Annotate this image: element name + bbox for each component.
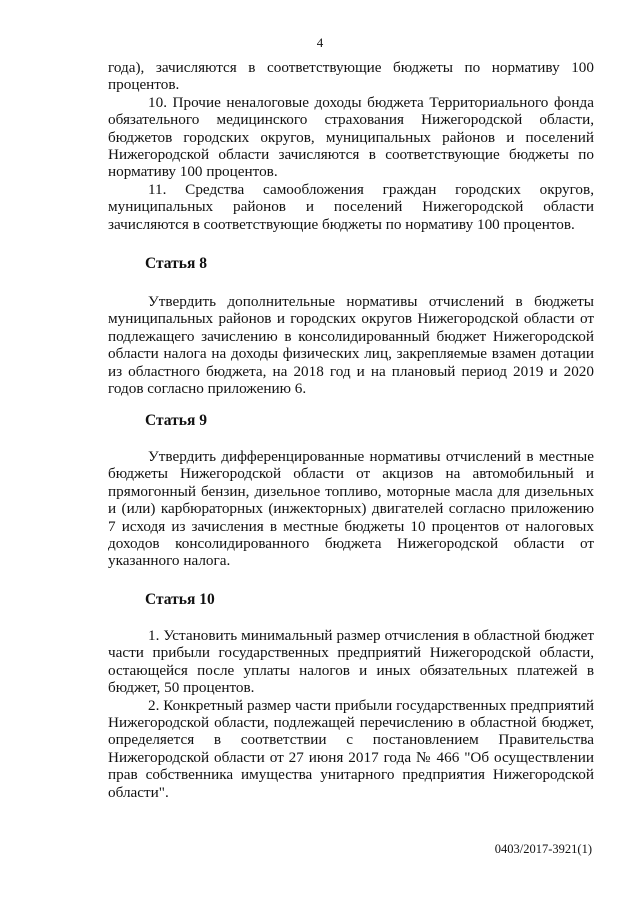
article-7-continuation bbox=[108, 59, 594, 233]
article-9-text: Утвердить дифференцированные нормативы отчислений в местные бюджеты Нижегородской области от акцизов на автомобильный и прямогонный бензин, дизельное топливо, моторные масла для дизельных и (или) карбюраторных (инжекторных) двигателей согласно приложению 7 исходя из зачисления в местные бюджеты 10 процентов от налоговых доходов консолидированного бюджета Нижегородской области от указанного налога. bbox=[108, 448, 594, 570]
document-code: 0403/2017-3921(1) bbox=[494, 842, 592, 856]
article-8-text: Утвердить дополнительные нормативы отчислений в бюджеты муниципальных районов и городских округов Нижегородской области от подлежащего зачислению в консолидированный бюджет Нижегородской области налога на доходы физических лиц, закрепляемые взамен дотации из областного бюджета, на 2018 год и на плановый период 2019 и 2020 годов согласно приложению 6. bbox=[108, 293, 594, 398]
article-9-heading: Статья 9 bbox=[145, 412, 207, 429]
article-10-heading: Статья 10 bbox=[145, 591, 215, 608]
article-8-heading: Статья 8 bbox=[145, 255, 207, 272]
article-8-body bbox=[108, 293, 594, 397]
page-number: 4 bbox=[316, 35, 324, 50]
article-10-body bbox=[108, 627, 594, 801]
article-10-item-2: 2. Конкретный размер части прибыли государственных предприятий Нижегородской области, подлежащей перечислению в областной бюджет, определяется в соответствии с постановлением Правительства Нижегородской области от 27 июня 2017 года № 466 "Об осуществлении прав собственника имущества унитарного предприятия Нижегородской области". bbox=[108, 696, 594, 801]
article-9-body bbox=[108, 448, 594, 570]
article-10-item-1: 1. Установить минимальный размер отчисления в областной бюджет части прибыли государственных предприятий Нижегородской области, остающейся после уплаты налогов и иных обязательных платежей в бюджет, 50 процентов. bbox=[108, 627, 594, 697]
paragraph-11: 11. Средства самообложения граждан городских округов, муниципальных районов и поселений Нижегородской области зачисляются в соответствующие бюджеты по нормативу 100 процентов. bbox=[108, 180, 594, 233]
paragraph-10: 10. Прочие неналоговые доходы бюджета Территориального фонда обязательного медицинского страхования Нижегородской области, бюджетов городских округов, муниципальных районов и поселений Нижегородской области зачисляются в соответствующие бюджеты по нормативу 100 процентов. bbox=[108, 93, 594, 181]
paragraph-continuation: года), зачисляются в соответствующие бюджеты по нормативу 100 процентов. bbox=[108, 59, 594, 94]
